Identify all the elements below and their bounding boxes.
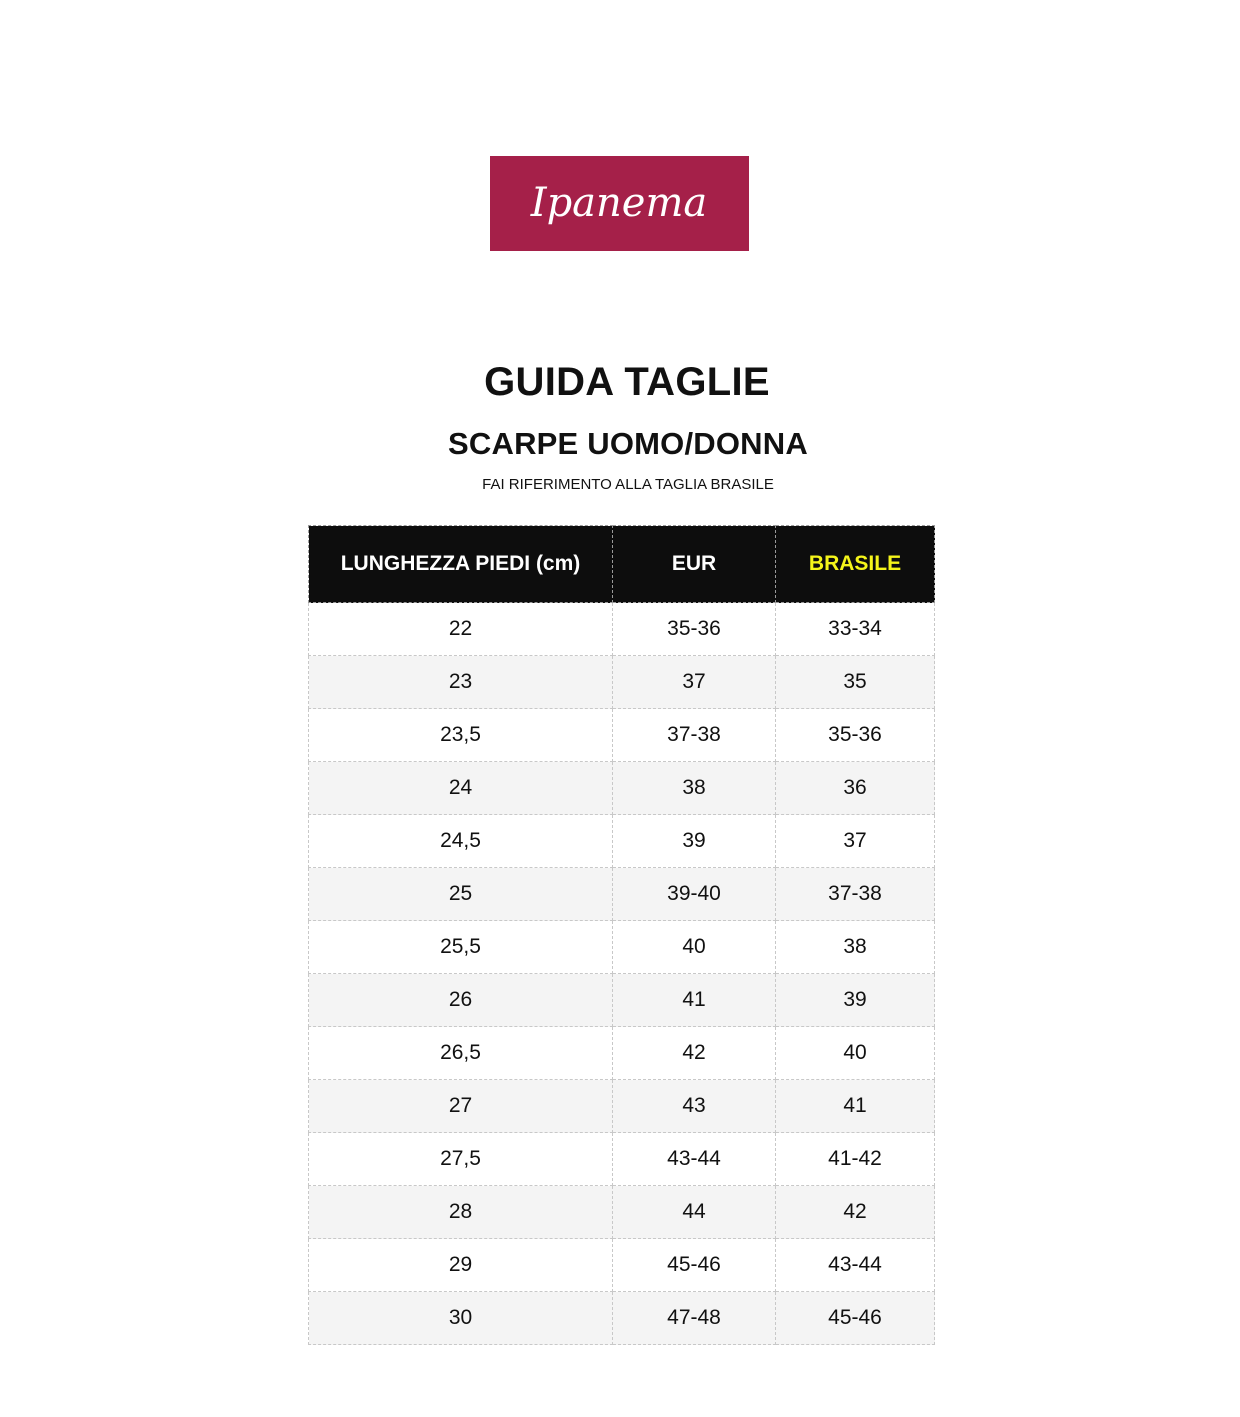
cell-brasile: 41 [776,1080,935,1133]
cell-eur: 40 [613,921,776,974]
table-row [309,1080,935,1133]
table-row [309,603,935,656]
cell-foot-length: 25,5 [309,921,613,974]
logo-wordmark: Ipanema [530,180,708,226]
cell-foot-length: 26,5 [309,1027,613,1080]
cell-foot-length: 27,5 [309,1133,613,1186]
cell-eur: 35-36 [613,603,776,656]
cell-foot-length: 22 [309,603,613,656]
cell-brasile: 39 [776,974,935,1027]
cell-brasile: 35-36 [776,709,935,762]
table-row [309,815,935,868]
table-body [309,603,935,1345]
cell-brasile: 42 [776,1186,935,1239]
cell-brasile: 38 [776,921,935,974]
cell-brasile: 41-42 [776,1133,935,1186]
table-row [309,1027,935,1080]
table-row [309,1292,935,1345]
cell-brasile: 37-38 [776,868,935,921]
reference-note: FAI RIFERIMENTO ALLA TAGLIA BRASILE [482,476,774,493]
cell-eur: 37-38 [613,709,776,762]
page-subtitle: SCARPE UOMO/DONNA [448,426,808,461]
table-row [309,656,935,709]
table-row [309,921,935,974]
cell-foot-length: 24,5 [309,815,613,868]
cell-eur: 43-44 [613,1133,776,1186]
cell-foot-length: 23 [309,656,613,709]
cell-eur: 45-46 [613,1239,776,1292]
page-title: GUIDA TAGLIE [484,360,770,404]
cell-eur: 44 [613,1186,776,1239]
cell-brasile: 43-44 [776,1239,935,1292]
cell-foot-length: 25 [309,868,613,921]
cell-foot-length: 28 [309,1186,613,1239]
table-row [309,762,935,815]
header-brasile: BRASILE [776,526,935,603]
table-row [309,1133,935,1186]
cell-brasile: 40 [776,1027,935,1080]
cell-foot-length: 23,5 [309,709,613,762]
table-row [309,974,935,1027]
size-table [308,525,935,1345]
cell-foot-length: 27 [309,1080,613,1133]
cell-eur: 41 [613,974,776,1027]
header-eur: EUR [613,526,776,603]
table-row [309,709,935,762]
cell-eur: 39 [613,815,776,868]
cell-brasile: 45-46 [776,1292,935,1345]
cell-eur: 43 [613,1080,776,1133]
brand-logo [490,156,749,251]
cell-eur: 38 [613,762,776,815]
cell-foot-length: 26 [309,974,613,1027]
table-header-row [309,526,935,603]
header-foot-length: LUNGHEZZA PIEDI (cm) [309,526,613,603]
cell-eur: 39-40 [613,868,776,921]
ipanema-logo-graphic [490,156,749,251]
table-row [309,868,935,921]
table-row [309,1239,935,1292]
cell-foot-length: 29 [309,1239,613,1292]
cell-eur: 42 [613,1027,776,1080]
cell-eur: 47-48 [613,1292,776,1345]
cell-foot-length: 30 [309,1292,613,1345]
cell-brasile: 36 [776,762,935,815]
cell-brasile: 33-34 [776,603,935,656]
cell-foot-length: 24 [309,762,613,815]
cell-brasile: 37 [776,815,935,868]
cell-brasile: 35 [776,656,935,709]
table-row [309,1186,935,1239]
cell-eur: 37 [613,656,776,709]
